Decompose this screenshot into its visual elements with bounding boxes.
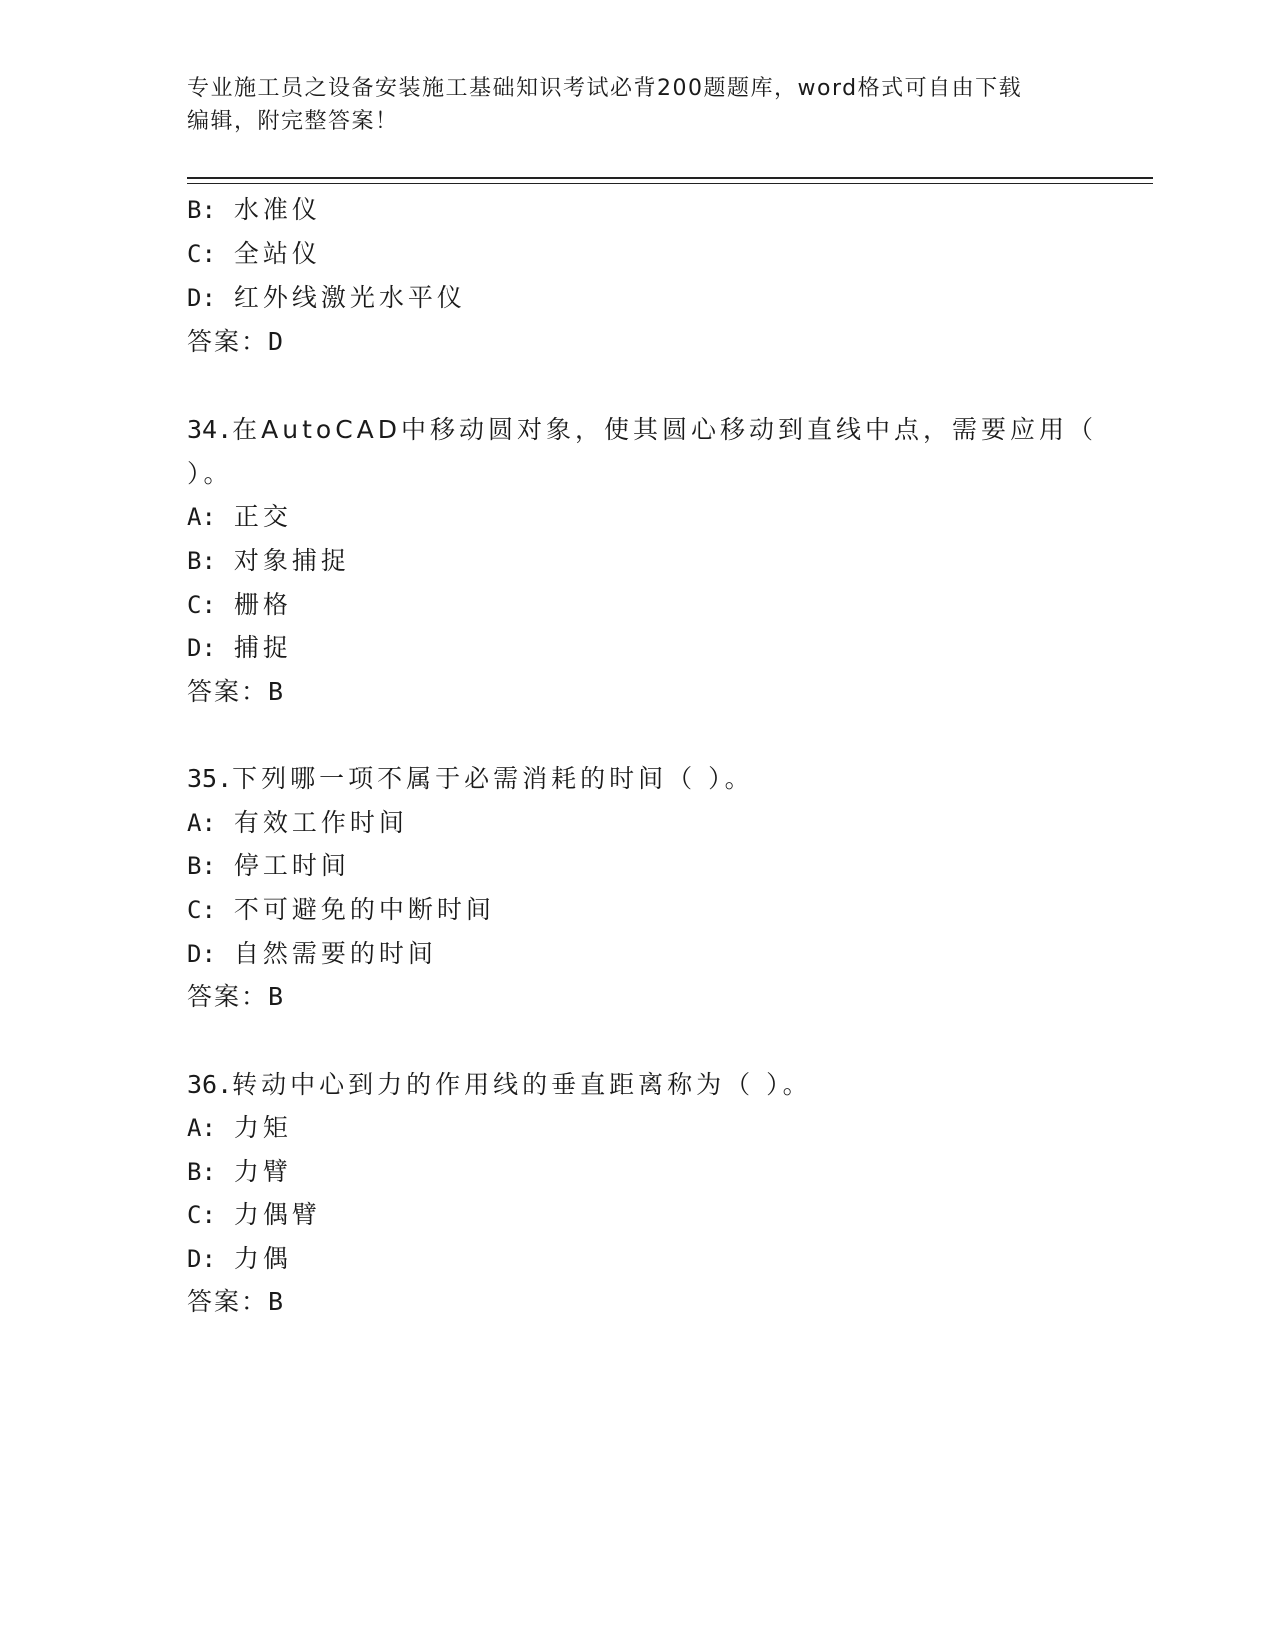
question-35-text (187, 762, 754, 796)
option-text: 力偶 (233, 1244, 292, 1273)
option-letter: B: (187, 852, 216, 880)
option-text: 对象捕捉 (233, 546, 350, 575)
option-row (187, 588, 292, 622)
document-header (187, 72, 1087, 138)
option-letter: C: (187, 896, 216, 924)
option-row (187, 544, 350, 578)
header-divider-thin (187, 183, 1153, 184)
answer-label: 答案： (187, 982, 269, 1011)
option-row (187, 1111, 292, 1145)
option-row (187, 281, 466, 315)
question-number: 35. (187, 764, 233, 793)
option-letter: A: (187, 503, 216, 531)
question-text: 转动中心到力的作用线的垂直距离称为（ ）。 (232, 1070, 812, 1099)
option-text: 力臂 (233, 1157, 292, 1186)
option-row (187, 237, 321, 271)
option-row (187, 893, 495, 927)
option-row (187, 937, 437, 971)
option-row (187, 500, 292, 534)
answer-value: B (268, 1287, 284, 1316)
question-34-text-cont (187, 457, 233, 491)
option-text: 力偶臂 (233, 1200, 321, 1229)
question-text: 在AutoCAD中移动圆对象，使其圆心移动到直线中点，需要应用（ (232, 415, 1098, 444)
option-row (187, 193, 321, 227)
answer-value: D (268, 327, 284, 356)
option-text: 有效工作时间 (233, 808, 408, 837)
option-row (187, 1155, 292, 1189)
answer-row (187, 1285, 283, 1319)
option-row (187, 806, 408, 840)
option-row (187, 631, 292, 665)
header-divider (187, 177, 1153, 179)
option-letter: D: (187, 1245, 216, 1273)
option-text: 红外线激光水平仪 (233, 283, 466, 312)
option-letter: A: (187, 809, 216, 837)
question-number: 34. (187, 415, 233, 444)
answer-row (187, 325, 283, 359)
option-text: 力矩 (233, 1113, 292, 1142)
answer-row (187, 675, 283, 709)
header-line-2: 编辑，附完整答案！ (187, 109, 399, 134)
option-text: 捕捉 (233, 633, 292, 662)
option-letter: D: (187, 634, 216, 662)
option-text: 全站仪 (233, 239, 321, 268)
option-text: 正交 (233, 502, 292, 531)
option-letter: D: (187, 284, 216, 312)
option-letter: B: (187, 1158, 216, 1186)
header-line-1: 专业施工员之设备安装施工基础知识考试必背200题题库，word格式可自由下载 (187, 76, 1023, 101)
answer-row (187, 980, 283, 1014)
option-letter: A: (187, 1114, 216, 1142)
option-letter: C: (187, 591, 216, 619)
option-letter: C: (187, 240, 216, 268)
option-text: 自然需要的时间 (233, 939, 437, 968)
answer-label: 答案： (187, 1287, 269, 1316)
question-36-text (187, 1068, 812, 1102)
option-text: 栅格 (233, 590, 292, 619)
answer-value: B (268, 677, 284, 706)
question-text-continued: ）。 (187, 459, 233, 488)
question-34-text (187, 413, 1097, 447)
option-row (187, 1198, 321, 1232)
question-number: 36. (187, 1070, 233, 1099)
option-text: 水准仪 (233, 195, 321, 224)
option-text: 不可避免的中断时间 (233, 895, 495, 924)
option-letter: C: (187, 1201, 216, 1229)
option-row (187, 849, 350, 883)
answer-label: 答案： (187, 677, 269, 706)
option-text: 停工时间 (233, 851, 350, 880)
option-letter: B: (187, 547, 216, 575)
answer-value: B (268, 982, 284, 1011)
answer-label: 答案： (187, 327, 269, 356)
option-letter: B: (187, 196, 216, 224)
option-row (187, 1242, 292, 1276)
option-letter: D: (187, 940, 216, 968)
question-text: 下列哪一项不属于必需消耗的时间（ ）。 (232, 764, 754, 793)
